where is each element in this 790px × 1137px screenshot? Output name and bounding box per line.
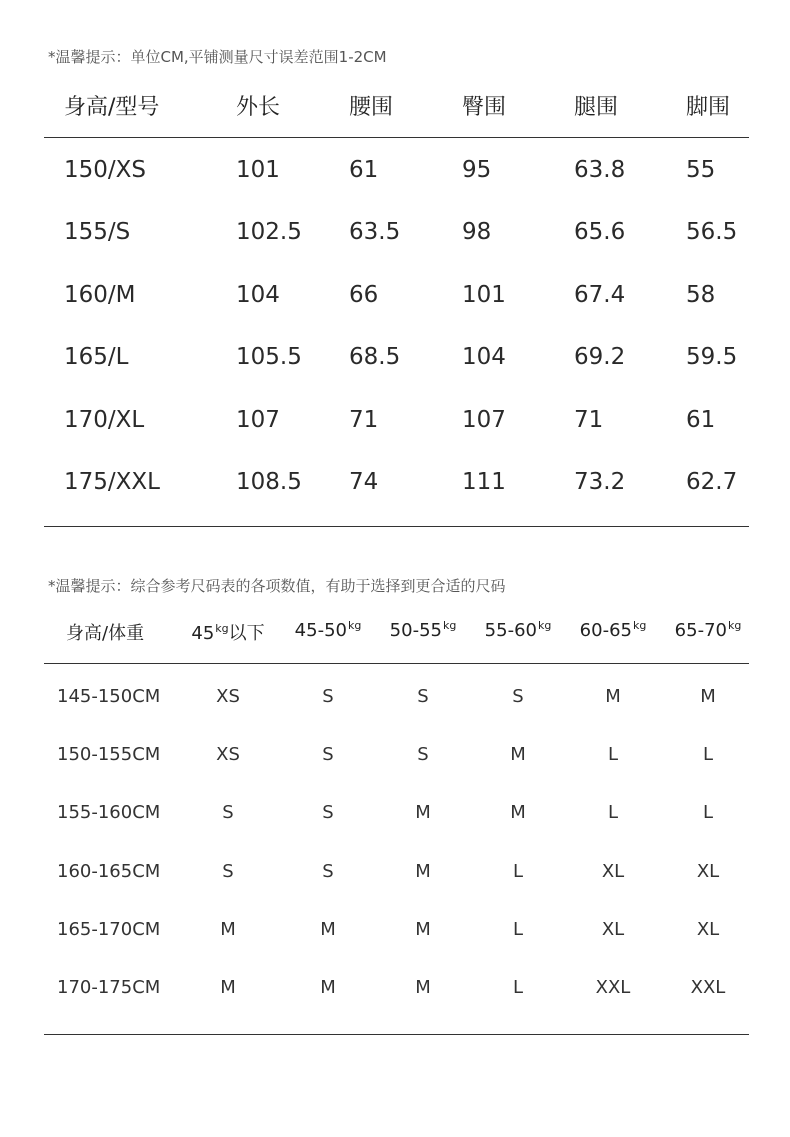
table2-header-range: 50-55 (389, 620, 442, 641)
table2-header-range: 45-50 (294, 620, 347, 641)
table2-cell: L (512, 861, 524, 882)
table1-header-waist: 腰围 (349, 95, 394, 120)
table1-header-height-size: 身高/型号 (64, 95, 160, 120)
table1-cell: 155/S (64, 219, 131, 245)
table1-cell: 59.5 (686, 344, 738, 370)
table2-cell: L (702, 744, 714, 765)
table2-header-weight-range (390, 619, 457, 641)
table1-cell: 58 (686, 282, 716, 308)
table2-header-weight-range (191, 619, 264, 645)
table2-header-weight-range (580, 619, 647, 641)
table2-cell: M (415, 861, 431, 882)
table1-header-hip: 臀围 (462, 95, 507, 120)
table2-header-suffix: 以下 (228, 623, 265, 644)
table2-cell: M (605, 686, 621, 707)
table2-cell: 150-155CM (57, 744, 161, 765)
table1-cell: 160/M (64, 282, 136, 308)
table1-bottom-divider (44, 526, 749, 527)
table1-cell: 101 (462, 282, 506, 308)
table1-cell: 69.2 (574, 344, 626, 370)
table2-header-range: 60-65 (579, 620, 632, 641)
table2-header-label: 身高/体重 (66, 623, 145, 644)
table2-header-unit: kg (537, 619, 552, 632)
table2-header-range: 55-60 (484, 620, 537, 641)
table1-cell: 68.5 (349, 344, 401, 370)
table2-cell: M (220, 977, 236, 998)
table2-cell: XXL (595, 977, 631, 998)
table2-header-weight-range (485, 619, 552, 641)
table2-cell: 155-160CM (57, 802, 161, 823)
table1-cell: 101 (236, 157, 280, 183)
table2-cell: M (510, 802, 526, 823)
table2-cell: 160-165CM (57, 861, 161, 882)
table1-cell: 56.5 (686, 219, 738, 245)
table1-cell: 63.5 (349, 219, 401, 245)
table2-cell: S (417, 686, 429, 707)
table1-header-row (0, 90, 790, 120)
reference-note: *温馨提示：综合参考尺码表的各项数值，有助于选择到更合适的尺码 (48, 577, 506, 595)
table1-header-divider (44, 137, 749, 138)
table2-cell: S (512, 686, 524, 707)
table2-cell: M (415, 977, 431, 998)
table1-cell: 61 (349, 157, 379, 183)
table2-header-unit: kg (215, 622, 229, 635)
table1-cell: 170/XL (64, 407, 145, 433)
table1-cell: 62.7 (686, 469, 738, 495)
table2-header-weight-range (295, 619, 362, 641)
table2-cell: M (415, 802, 431, 823)
table2-cell: 145-150CM (57, 686, 161, 707)
table2-header-height-weight (66, 619, 144, 645)
table2-cell: M (700, 686, 716, 707)
table2-cell: M (415, 919, 431, 940)
table2-cell: S (322, 861, 334, 882)
table2-cell: XL (601, 919, 625, 940)
table2-cell: XS (216, 744, 240, 765)
table1-cell: 108.5 (236, 469, 302, 495)
table2-header-unit: kg (347, 619, 362, 632)
table2-cell: XL (696, 861, 720, 882)
table2-header-weight-range (675, 619, 742, 641)
table1-cell: 55 (686, 157, 716, 183)
table1-cell: 71 (349, 407, 379, 433)
table2-cell: L (512, 977, 524, 998)
table1-cell: 63.8 (574, 157, 626, 183)
table2-header-unit: kg (632, 619, 647, 632)
table2-cell: XXL (690, 977, 726, 998)
table1-cell: 65.6 (574, 219, 626, 245)
table2-cell: L (702, 802, 714, 823)
table1-cell: 71 (574, 407, 604, 433)
table2-header-row (0, 619, 790, 645)
table2-cell: 170-175CM (57, 977, 161, 998)
table2-cell: S (322, 802, 334, 823)
table1-cell: 150/XS (64, 157, 147, 183)
table2-cell: S (322, 686, 334, 707)
table2-cell: L (607, 802, 619, 823)
table2-cell: XL (696, 919, 720, 940)
table2-cell: M (220, 919, 236, 940)
table1-cell: 111 (462, 469, 506, 495)
table1-cell: 104 (462, 344, 506, 370)
table2-cell: M (510, 744, 526, 765)
table1-cell: 66 (349, 282, 379, 308)
table2-header-unit: kg (442, 619, 457, 632)
table1-header-length: 外长 (236, 95, 281, 120)
table2-cell: S (322, 744, 334, 765)
table1-cell: 175/XXL (64, 469, 160, 495)
table1-header-thigh: 腿围 (574, 95, 619, 120)
table1-cell: 95 (462, 157, 492, 183)
table2-header-unit: kg (727, 619, 742, 632)
table2-bottom-divider (44, 1034, 749, 1035)
table2-cell: M (320, 977, 336, 998)
table2-cell: XS (216, 686, 240, 707)
table2-cell: M (320, 919, 336, 940)
table2-header-range: 65-70 (674, 620, 727, 641)
table1-cell: 104 (236, 282, 280, 308)
table2-cell: S (417, 744, 429, 765)
table2-header-range: 45 (191, 623, 215, 644)
table2-cell: 165-170CM (57, 919, 161, 940)
table1-cell: 165/L (64, 344, 129, 370)
table1-cell: 107 (462, 407, 506, 433)
table1-cell: 74 (349, 469, 379, 495)
table2-cell: S (222, 861, 234, 882)
table2-header-divider (44, 663, 749, 664)
table1-cell: 67.4 (574, 282, 626, 308)
table2-cell: S (222, 802, 234, 823)
table2-cell: XL (601, 861, 625, 882)
table2-cell: L (512, 919, 524, 940)
table1-cell: 102.5 (236, 219, 302, 245)
table1-cell: 98 (462, 219, 492, 245)
table2-cell: L (607, 744, 619, 765)
table1-cell: 105.5 (236, 344, 302, 370)
table1-header-leg-opening: 脚围 (686, 95, 731, 120)
table1-cell: 61 (686, 407, 716, 433)
table1-cell: 107 (236, 407, 280, 433)
measurement-note: *温馨提示：单位CM,平铺测量尺寸误差范围1-2CM (48, 48, 387, 66)
table1-cell: 73.2 (574, 469, 626, 495)
